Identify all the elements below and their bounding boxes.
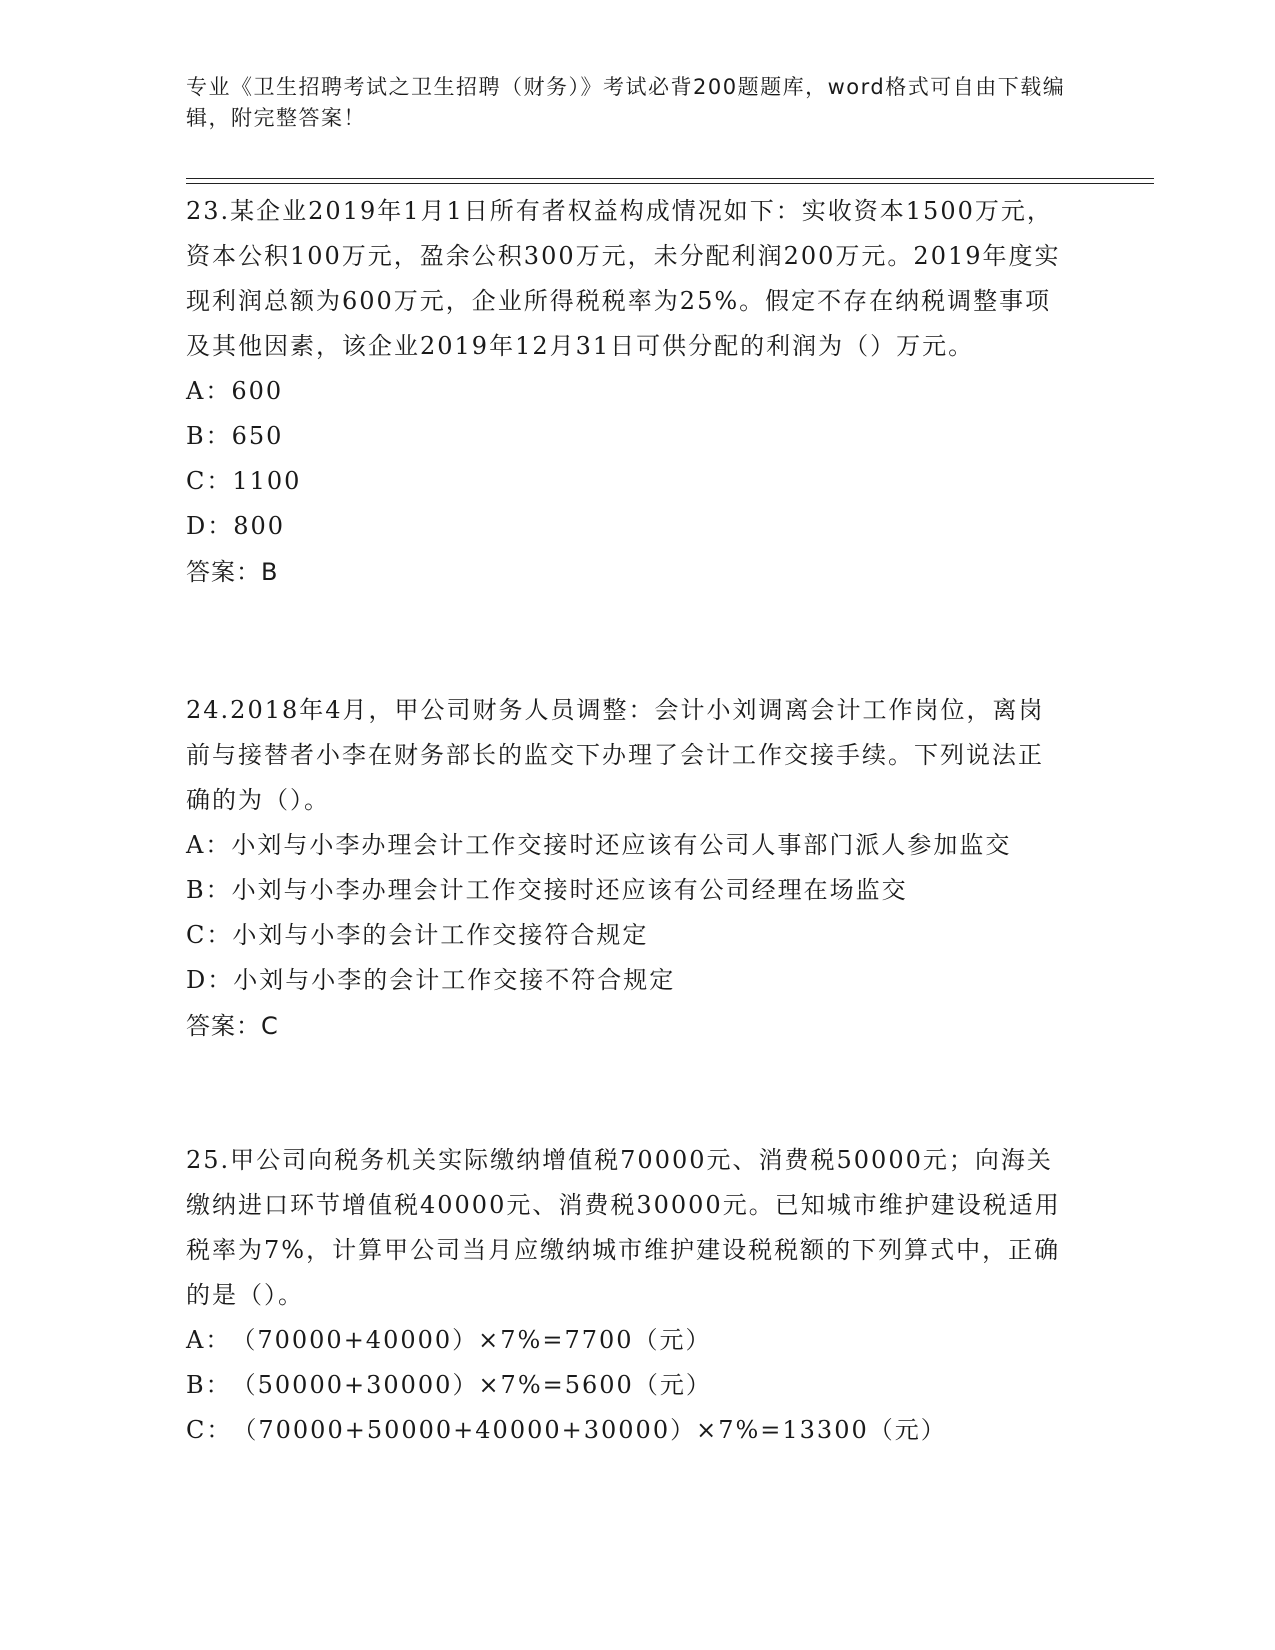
option-a (186, 369, 1066, 414)
option-b (186, 1363, 1066, 1408)
option-c (186, 459, 1066, 504)
question-24 (186, 688, 1066, 1049)
question-25 (186, 1138, 1066, 1453)
option-text: 600 (231, 377, 284, 405)
option-d (186, 504, 1066, 549)
option-label: C： (186, 1416, 233, 1444)
option-label: B： (186, 422, 232, 450)
option-c (186, 1408, 1066, 1453)
question-stem: 25.甲公司向税务机关实际缴纳增值税70000元、消费税50000元；向海关缴纳进口环节增值税40000元、消费税30000元。已知城市维护建设税适用税率为7%，计算甲公司当月应缴纳城市维护建设税税额的下列算式中，正确的是（）。 (186, 1146, 1061, 1309)
option-label: D： (186, 966, 234, 994)
option-d (186, 958, 1066, 1003)
question-stem: 23.某企业2019年1月1日所有者权益构成情况如下：实收资本1500万元，资本公积100万元，盈余公积300万元，未分配利润200万元。2019年度实现利润总额为600万元，企业所得税税率为25%。假定不存在纳税调整事项及其他因素，该企业2019年12月31日可供分配的利润为（）万元。 (186, 197, 1061, 360)
option-label: C： (186, 467, 233, 495)
option-label: B： (186, 1371, 232, 1399)
header-rule-top (186, 178, 1154, 179)
option-c (186, 913, 1066, 958)
option-text: 800 (233, 512, 286, 540)
option-text: （50000+30000）×7%=5600（元） (231, 1371, 712, 1399)
option-a (186, 1318, 1066, 1363)
option-text: 650 (231, 422, 284, 450)
option-text: 小刘与小李办理会计工作交接时还应该有公司经理在场监交 (231, 876, 908, 904)
answer: 答案：C (186, 1012, 279, 1040)
option-b (186, 414, 1066, 459)
option-text: 小刘与小李的会计工作交接符合规定 (232, 921, 649, 949)
option-text: 小刘与小李办理会计工作交接时还应该有公司人事部门派人参加监交 (231, 831, 1012, 859)
option-text: （70000+50000+40000+30000）×7%=13300（元） (232, 1416, 947, 1444)
question-stem: 24.2018年4月，甲公司财务人员调整：会计小刘调离会计工作岗位，离岗前与接替者小李在财务部长的监交下办理了会计工作交接手续。下列说法正确的为（）。 (186, 696, 1045, 814)
answer: 答案：B (186, 558, 279, 586)
option-label: D： (186, 512, 234, 540)
option-text: 小刘与小李的会计工作交接不符合规定 (233, 966, 676, 994)
question-23 (186, 189, 1066, 595)
option-label: A： (186, 1326, 232, 1354)
option-a (186, 823, 1066, 868)
option-b (186, 868, 1066, 913)
option-label: B： (186, 876, 232, 904)
document-header: 专业《卫生招聘考试之卫生招聘（财务）》考试必背200题题库，word格式可自由下载编辑，附完整答案！ (186, 75, 1066, 130)
option-text: 1100 (232, 467, 302, 495)
option-text: （70000+40000）×7%=7700（元） (231, 1326, 712, 1354)
header-rule-bottom (186, 183, 1154, 184)
option-label: C： (186, 921, 233, 949)
option-label: A： (186, 831, 232, 859)
option-label: A： (186, 377, 232, 405)
